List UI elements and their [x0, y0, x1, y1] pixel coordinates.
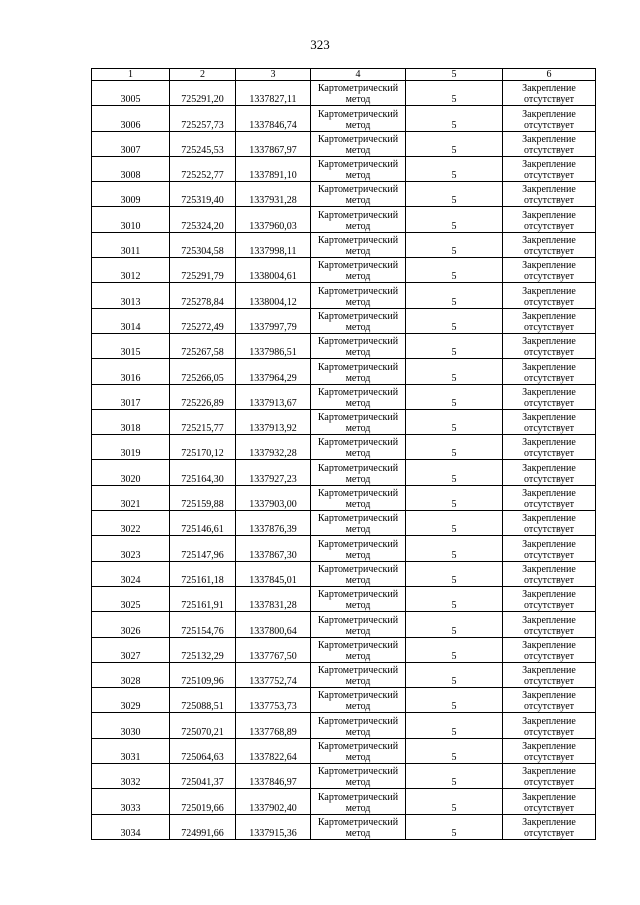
point-number-cell: 3011 — [92, 232, 170, 257]
fixation-cell: Закрепление отсутствует — [503, 182, 596, 207]
method-cell: Картометрический метод — [311, 258, 406, 283]
accuracy-cell: 5 — [406, 460, 503, 485]
fixation-cell: Закрепление отсутствует — [503, 384, 596, 409]
method-cell: Картометрический метод — [311, 764, 406, 789]
x-coordinate-cell: 725257,73 — [170, 106, 236, 131]
table-row — [92, 435, 596, 460]
table-row — [92, 156, 596, 181]
x-coordinate-cell: 725252,77 — [170, 156, 236, 181]
point-number-cell: 3014 — [92, 308, 170, 333]
x-coordinate-cell: 725041,37 — [170, 764, 236, 789]
table-row — [92, 688, 596, 713]
method-cell: Картометрический метод — [311, 333, 406, 358]
accuracy-cell: 5 — [406, 485, 503, 510]
accuracy-cell: 5 — [406, 106, 503, 131]
y-coordinate-cell: 1337827,11 — [236, 81, 311, 106]
y-coordinate-cell: 1337986,51 — [236, 333, 311, 358]
y-coordinate-cell: 1337846,74 — [236, 106, 311, 131]
x-coordinate-cell: 725245,53 — [170, 131, 236, 156]
fixation-cell: Закрепление отсутствует — [503, 333, 596, 358]
fixation-cell: Закрепление отсутствует — [503, 536, 596, 561]
point-number-cell: 3018 — [92, 409, 170, 434]
fixation-cell: Закрепление отсутствует — [503, 688, 596, 713]
accuracy-cell: 5 — [406, 182, 503, 207]
table-row — [92, 106, 596, 131]
x-coordinate-cell: 725132,29 — [170, 637, 236, 662]
accuracy-cell: 5 — [406, 688, 503, 713]
accuracy-cell: 5 — [406, 814, 503, 839]
x-coordinate-cell: 724991,66 — [170, 814, 236, 839]
method-cell: Картометрический метод — [311, 131, 406, 156]
x-coordinate-cell: 725291,79 — [170, 258, 236, 283]
accuracy-cell: 5 — [406, 283, 503, 308]
fixation-cell: Закрепление отсутствует — [503, 586, 596, 611]
table-row — [92, 637, 596, 662]
x-coordinate-cell: 725226,89 — [170, 384, 236, 409]
y-coordinate-cell: 1337752,74 — [236, 662, 311, 687]
accuracy-cell: 5 — [406, 789, 503, 814]
method-cell: Картометрический метод — [311, 435, 406, 460]
y-coordinate-cell: 1337997,79 — [236, 308, 311, 333]
accuracy-cell: 5 — [406, 764, 503, 789]
method-cell: Картометрический метод — [311, 207, 406, 232]
y-coordinate-cell: 1337964,29 — [236, 359, 311, 384]
table-row — [92, 283, 596, 308]
x-coordinate-cell: 725170,12 — [170, 435, 236, 460]
table-row — [92, 207, 596, 232]
accuracy-cell: 5 — [406, 561, 503, 586]
table-row — [92, 662, 596, 687]
accuracy-cell: 5 — [406, 81, 503, 106]
point-number-cell: 3034 — [92, 814, 170, 839]
x-coordinate-cell: 725215,77 — [170, 409, 236, 434]
point-number-cell: 3007 — [92, 131, 170, 156]
point-number-cell: 3006 — [92, 106, 170, 131]
header-col-6: 6 — [503, 69, 596, 81]
y-coordinate-cell: 1337891,10 — [236, 156, 311, 181]
x-coordinate-cell: 725267,58 — [170, 333, 236, 358]
accuracy-cell: 5 — [406, 258, 503, 283]
accuracy-cell: 5 — [406, 511, 503, 536]
y-coordinate-cell: 1337800,64 — [236, 612, 311, 637]
method-cell: Картометрический метод — [311, 662, 406, 687]
table-row — [92, 485, 596, 510]
table-row — [92, 131, 596, 156]
table-row — [92, 81, 596, 106]
fixation-cell: Закрепление отсутствует — [503, 435, 596, 460]
table-row — [92, 308, 596, 333]
accuracy-cell: 5 — [406, 586, 503, 611]
method-cell: Картометрический метод — [311, 485, 406, 510]
table-row — [92, 764, 596, 789]
accuracy-cell: 5 — [406, 738, 503, 763]
table-row — [92, 561, 596, 586]
y-coordinate-cell: 1337998,11 — [236, 232, 311, 257]
y-coordinate-cell: 1337831,28 — [236, 586, 311, 611]
accuracy-cell: 5 — [406, 207, 503, 232]
point-number-cell: 3024 — [92, 561, 170, 586]
point-number-cell: 3028 — [92, 662, 170, 687]
header-col-1: 1 — [92, 69, 170, 81]
fixation-cell: Закрепление отсутствует — [503, 637, 596, 662]
fixation-cell: Закрепление отсутствует — [503, 359, 596, 384]
y-coordinate-cell: 1337927,23 — [236, 460, 311, 485]
y-coordinate-cell: 1337931,28 — [236, 182, 311, 207]
point-number-cell: 3015 — [92, 333, 170, 358]
point-number-cell: 3016 — [92, 359, 170, 384]
header-col-3: 3 — [236, 69, 311, 81]
y-coordinate-cell: 1337822,64 — [236, 738, 311, 763]
y-coordinate-cell: 1337903,00 — [236, 485, 311, 510]
accuracy-cell: 5 — [406, 308, 503, 333]
method-cell: Картометрический метод — [311, 713, 406, 738]
y-coordinate-cell: 1337768,89 — [236, 713, 311, 738]
table-row — [92, 511, 596, 536]
method-cell: Картометрический метод — [311, 409, 406, 434]
fixation-cell: Закрепление отсутствует — [503, 232, 596, 257]
x-coordinate-cell: 725272,49 — [170, 308, 236, 333]
y-coordinate-cell: 1337902,40 — [236, 789, 311, 814]
x-coordinate-cell: 725266,05 — [170, 359, 236, 384]
method-cell: Картометрический метод — [311, 156, 406, 181]
point-number-cell: 3029 — [92, 688, 170, 713]
x-coordinate-cell: 725146,61 — [170, 511, 236, 536]
accuracy-cell: 5 — [406, 409, 503, 434]
accuracy-cell: 5 — [406, 713, 503, 738]
method-cell: Картометрический метод — [311, 637, 406, 662]
method-cell: Картометрический метод — [311, 612, 406, 637]
table-row — [92, 359, 596, 384]
coordinates-table — [91, 68, 596, 840]
table-row — [92, 789, 596, 814]
point-number-cell: 3026 — [92, 612, 170, 637]
method-cell: Картометрический метод — [311, 789, 406, 814]
fixation-cell: Закрепление отсутствует — [503, 258, 596, 283]
accuracy-cell: 5 — [406, 232, 503, 257]
table-row — [92, 409, 596, 434]
fixation-cell: Закрепление отсутствует — [503, 409, 596, 434]
x-coordinate-cell: 725147,96 — [170, 536, 236, 561]
method-cell: Картометрический метод — [311, 586, 406, 611]
x-coordinate-cell: 725064,63 — [170, 738, 236, 763]
header-col-5: 5 — [406, 69, 503, 81]
header-col-4: 4 — [311, 69, 406, 81]
table-row — [92, 384, 596, 409]
method-cell: Картометрический метод — [311, 308, 406, 333]
accuracy-cell: 5 — [406, 637, 503, 662]
method-cell: Картометрический метод — [311, 106, 406, 131]
y-coordinate-cell: 1337867,30 — [236, 536, 311, 561]
point-number-cell: 3012 — [92, 258, 170, 283]
fixation-cell: Закрепление отсутствует — [503, 814, 596, 839]
fixation-cell: Закрепление отсутствует — [503, 713, 596, 738]
point-number-cell: 3022 — [92, 511, 170, 536]
table-row — [92, 713, 596, 738]
fixation-cell: Закрепление отсутствует — [503, 81, 596, 106]
table-row — [92, 738, 596, 763]
point-number-cell: 3010 — [92, 207, 170, 232]
method-cell: Картометрический метод — [311, 232, 406, 257]
x-coordinate-cell: 725154,76 — [170, 612, 236, 637]
x-coordinate-cell: 725324,20 — [170, 207, 236, 232]
y-coordinate-cell: 1337846,97 — [236, 764, 311, 789]
method-cell: Картометрический метод — [311, 384, 406, 409]
fixation-cell: Закрепление отсутствует — [503, 485, 596, 510]
method-cell: Картометрический метод — [311, 359, 406, 384]
y-coordinate-cell: 1338004,12 — [236, 283, 311, 308]
x-coordinate-cell: 725291,20 — [170, 81, 236, 106]
point-number-cell: 3009 — [92, 182, 170, 207]
method-cell: Картометрический метод — [311, 814, 406, 839]
point-number-cell: 3032 — [92, 764, 170, 789]
y-coordinate-cell: 1337876,39 — [236, 511, 311, 536]
table-row — [92, 612, 596, 637]
y-coordinate-cell: 1337753,73 — [236, 688, 311, 713]
fixation-cell: Закрепление отсутствует — [503, 460, 596, 485]
table-row — [92, 258, 596, 283]
accuracy-cell: 5 — [406, 536, 503, 561]
x-coordinate-cell: 725319,40 — [170, 182, 236, 207]
fixation-cell: Закрепление отсутствует — [503, 738, 596, 763]
point-number-cell: 3021 — [92, 485, 170, 510]
x-coordinate-cell: 725304,58 — [170, 232, 236, 257]
accuracy-cell: 5 — [406, 156, 503, 181]
header-col-2: 2 — [170, 69, 236, 81]
accuracy-cell: 5 — [406, 333, 503, 358]
table-row — [92, 232, 596, 257]
y-coordinate-cell: 1337845,01 — [236, 561, 311, 586]
point-number-cell: 3025 — [92, 586, 170, 611]
x-coordinate-cell: 725161,91 — [170, 586, 236, 611]
x-coordinate-cell: 725161,18 — [170, 561, 236, 586]
method-cell: Картометрический метод — [311, 460, 406, 485]
accuracy-cell: 5 — [406, 359, 503, 384]
point-number-cell: 3031 — [92, 738, 170, 763]
point-number-cell: 3023 — [92, 536, 170, 561]
fixation-cell: Закрепление отсутствует — [503, 207, 596, 232]
y-coordinate-cell: 1337867,97 — [236, 131, 311, 156]
y-coordinate-cell: 1337767,50 — [236, 637, 311, 662]
x-coordinate-cell: 725070,21 — [170, 713, 236, 738]
table-row — [92, 814, 596, 839]
method-cell: Картометрический метод — [311, 738, 406, 763]
y-coordinate-cell: 1337913,67 — [236, 384, 311, 409]
table-row — [92, 460, 596, 485]
point-number-cell: 3020 — [92, 460, 170, 485]
table-row — [92, 333, 596, 358]
fixation-cell: Закрепление отсутствует — [503, 511, 596, 536]
table-header-row — [92, 69, 596, 81]
method-cell: Картометрический метод — [311, 536, 406, 561]
point-number-cell: 3008 — [92, 156, 170, 181]
fixation-cell: Закрепление отсутствует — [503, 283, 596, 308]
fixation-cell: Закрепление отсутствует — [503, 156, 596, 181]
x-coordinate-cell: 725088,51 — [170, 688, 236, 713]
point-number-cell: 3030 — [92, 713, 170, 738]
fixation-cell: Закрепление отсутствует — [503, 131, 596, 156]
x-coordinate-cell: 725019,66 — [170, 789, 236, 814]
y-coordinate-cell: 1337932,28 — [236, 435, 311, 460]
y-coordinate-cell: 1337960,03 — [236, 207, 311, 232]
table-row — [92, 182, 596, 207]
table-body — [92, 81, 596, 840]
accuracy-cell: 5 — [406, 384, 503, 409]
method-cell: Картометрический метод — [311, 81, 406, 106]
fixation-cell: Закрепление отсутствует — [503, 662, 596, 687]
fixation-cell: Закрепление отсутствует — [503, 308, 596, 333]
point-number-cell: 3005 — [92, 81, 170, 106]
accuracy-cell: 5 — [406, 435, 503, 460]
accuracy-cell: 5 — [406, 131, 503, 156]
method-cell: Картометрический метод — [311, 283, 406, 308]
x-coordinate-cell: 725278,84 — [170, 283, 236, 308]
accuracy-cell: 5 — [406, 662, 503, 687]
y-coordinate-cell: 1337913,92 — [236, 409, 311, 434]
accuracy-cell: 5 — [406, 612, 503, 637]
fixation-cell: Закрепление отсутствует — [503, 561, 596, 586]
method-cell: Картометрический метод — [311, 688, 406, 713]
y-coordinate-cell: 1337915,36 — [236, 814, 311, 839]
page-number: 323 — [310, 37, 330, 52]
fixation-cell: Закрепление отсутствует — [503, 612, 596, 637]
method-cell: Картометрический метод — [311, 511, 406, 536]
point-number-cell: 3033 — [92, 789, 170, 814]
point-number-cell: 3017 — [92, 384, 170, 409]
point-number-cell: 3013 — [92, 283, 170, 308]
fixation-cell: Закрепление отсутствует — [503, 106, 596, 131]
fixation-cell: Закрепление отсутствует — [503, 789, 596, 814]
method-cell: Картометрический метод — [311, 561, 406, 586]
point-number-cell: 3019 — [92, 435, 170, 460]
x-coordinate-cell: 725109,96 — [170, 662, 236, 687]
method-cell: Картометрический метод — [311, 182, 406, 207]
table-row — [92, 536, 596, 561]
fixation-cell: Закрепление отсутствует — [503, 764, 596, 789]
y-coordinate-cell: 1338004,61 — [236, 258, 311, 283]
point-number-cell: 3027 — [92, 637, 170, 662]
table-row — [92, 586, 596, 611]
x-coordinate-cell: 725164,30 — [170, 460, 236, 485]
x-coordinate-cell: 725159,88 — [170, 485, 236, 510]
